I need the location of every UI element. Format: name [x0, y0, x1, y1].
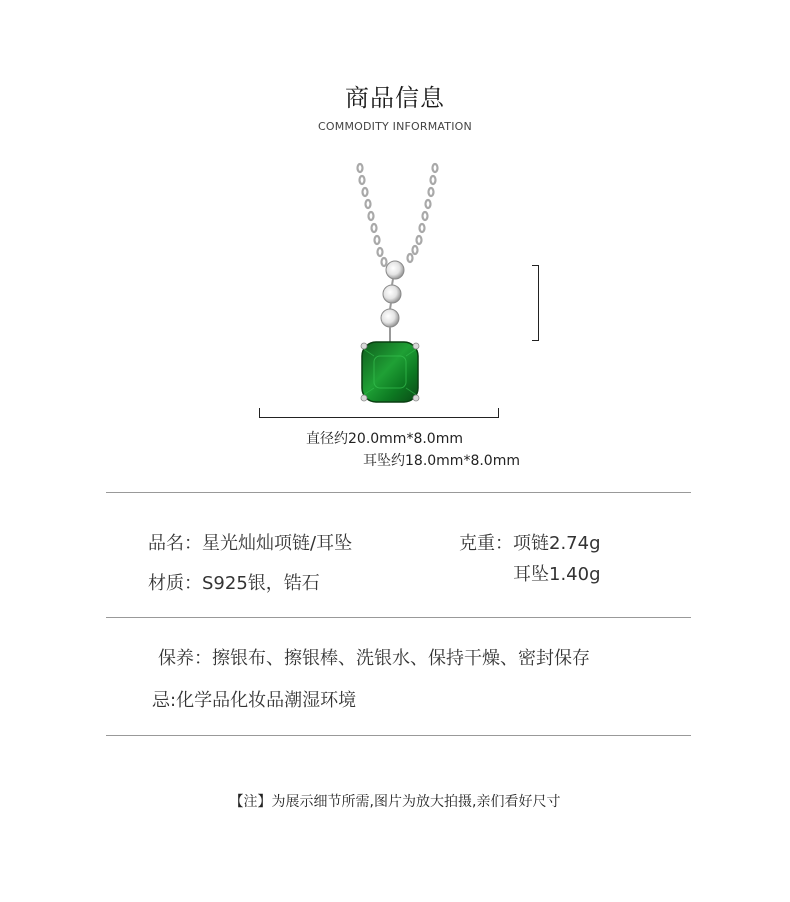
divider: [106, 735, 691, 736]
divider: [106, 492, 691, 493]
product-material: 材质：S925银，锆石: [148, 573, 320, 594]
necklace-dimension: 直径约20.0mm*8.0mm: [306, 431, 463, 447]
divider: [106, 617, 691, 618]
width-bracket: [259, 408, 499, 418]
page-title: 商品信息: [345, 84, 445, 112]
pendant-necklace-image: [340, 160, 460, 420]
product-name: 品名：星光灿灿项链/耳坠: [148, 533, 353, 554]
weight-necklace: 克重：项链2.74g: [459, 533, 601, 554]
height-bracket: [532, 265, 539, 341]
earring-dimension: 耳坠约18.0mm*8.0mm: [363, 453, 520, 469]
page-subtitle: COMMODITY INFORMATION: [318, 120, 472, 132]
care-instructions: 保养：擦银布、擦银棒、洗银水、保持干燥、密封保存: [158, 648, 590, 669]
avoid-instructions: 忌:化学品化妆品潮湿环境: [152, 690, 357, 711]
footer-note: 【注】为展示细节所需,图片为放大拍摄,亲们看好尺寸: [229, 794, 561, 810]
weight-earring: 耳坠1.40g: [513, 564, 601, 585]
